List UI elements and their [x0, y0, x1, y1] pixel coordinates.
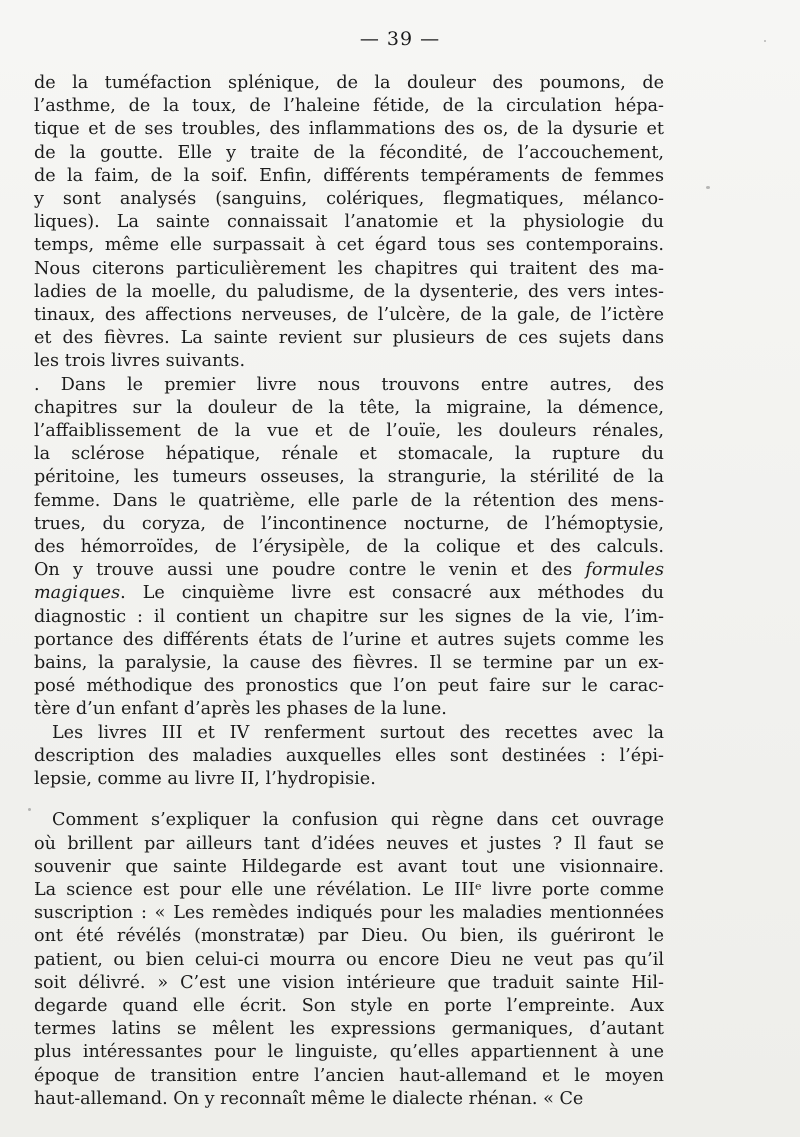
text-line: ladies de la moelle, du paludisme, de la dysenterie, des vers intes- [34, 281, 664, 302]
text-line: et des fièvres. La sainte revient sur plusieurs de ces sujets dans [34, 328, 664, 349]
text-line: trues, du coryza, de l’incontinence nocturne, de l’hémoptysie, [34, 513, 664, 534]
paper-speck [28, 808, 31, 811]
text-line: chapitres sur la douleur de la tête, la migraine, la démence, [34, 397, 664, 418]
text-line: lepsie, comme au livre II, l’hydropisie. [34, 769, 376, 790]
text-line: de la tuméfaction splénique, de la douleur des poumons, de [34, 73, 664, 93]
text-line: y sont analysés (sanguins, colériques, flegmatiques, mélanco- [34, 189, 664, 210]
paragraph-3 [34, 722, 664, 792]
text-line: degarde quand elle écrit. Son style en porte l’empreinte. Aux [34, 995, 664, 1016]
text-line: de la faim, de la soif. Enfin, différents tempéraments de femmes [34, 165, 664, 186]
text-line: La science est pour elle une révélation. Le IIIᵉ livre porte comme [34, 879, 664, 900]
page-number: — 39 — [359, 28, 441, 50]
text-line: Comment s’expliquer la confusion qui règne dans cet ouvrage [52, 810, 664, 831]
text-line: les trois livres suivants. [34, 351, 246, 372]
text-line: la sclérose hépatique, rénale et stomacale, la rupture du [34, 444, 664, 465]
text-line: tinaux, des affections nerveuses, de l’ulcère, de la gale, de l’ictère [34, 305, 664, 326]
text-line: diagnostic : il contient un chapitre sur les signes de la vie, l’im- [34, 606, 664, 627]
text-line: l’asthme, de la toux, de l’haleine fétide, de la circulation hépa- [34, 96, 664, 117]
paper-speck [706, 186, 710, 189]
text-line: magiques. Le cinquième livre est consacré aux méthodes du [34, 583, 664, 604]
text-line: époque de transition entre l’ancien haut-allemand et le moyen [34, 1065, 664, 1086]
text-line: bains, la paralysie, la cause des fièvres. Il se termine par un ex- [34, 653, 664, 674]
text-line: plus intéressantes pour le linguiste, qu’elles appartiennent à une [34, 1042, 664, 1063]
body-text [34, 72, 664, 1111]
text-line: Nous citerons particulièrement les chapitres qui traitent des ma- [34, 258, 664, 279]
paragraph-4 [34, 809, 664, 1111]
text-line: posé méthodique des pronostics que l’on peut faire sur le carac- [34, 676, 664, 697]
text-line: haut-allemand. On y reconnaît même le dialecte rhénan. « Ce [34, 1088, 584, 1109]
paragraph-1 [34, 72, 664, 374]
text-line: l’affaiblissement de la vue et de l’ouïe, les douleurs rénales, [34, 421, 664, 442]
text-line: temps, même elle surpassait à cet égard tous ses contemporains. [34, 235, 664, 256]
text-line: suscription : « Les remèdes indiqués pour les maladies mentionnées [34, 903, 664, 924]
text-line: soit délivré. » C’est une vision intérieure que traduit sainte Hil- [34, 972, 664, 993]
section-gap [34, 791, 664, 809]
text-line: termes latins se mêlent les expressions germaniques, d’autant [34, 1019, 664, 1040]
text-line: de la goutte. Elle y traite de la fécondité, de l’accouchement, [34, 142, 664, 163]
text-line: femme. Dans le quatrième, elle parle de la rétention des mens- [34, 490, 664, 511]
text-line: Les livres III et IV renferment surtout des recettes avec la [52, 722, 664, 743]
text-line: portance des différents états de l’urine et autres sujets comme les [34, 629, 664, 650]
text-line: liques). La sainte connaissait l’anatomie et la physiologie du [34, 212, 664, 233]
text-line: patient, ou bien celui-ci mourra ou encore Dieu ne veut pas qu’il [34, 949, 664, 970]
text-line: description des maladies auxquelles elles sont destinées : l’épi- [34, 745, 664, 766]
text-line: On y trouve aussi une poudre contre le venin et des formules [34, 560, 664, 581]
text-line: souvenir que sainte Hildegarde est avant tout une visionnaire. [34, 856, 664, 877]
text-line: des hémorroïdes, de l’érysipèle, de la colique et des calculs. [34, 537, 664, 558]
text-line: où brillent par ailleurs tant d’idées neuves et justes ? Il faut se [34, 833, 664, 854]
text-line: péritoine, les tumeurs osseuses, la strangurie, la stérilité de la [34, 467, 664, 488]
text-line: . Dans le premier livre nous trouvons entre autres, des [34, 374, 664, 395]
paper-speck [764, 40, 766, 42]
text-line: tique et de ses troubles, des inflammations des os, de la dysurie et [34, 119, 664, 140]
text-line: ont été révélés (monstratæ) par Dieu. Ou bien, ils guériront le [34, 926, 664, 947]
paragraph-2 [34, 374, 664, 722]
text-line: tère d’un enfant d’après les phases de la lune. [34, 699, 447, 720]
